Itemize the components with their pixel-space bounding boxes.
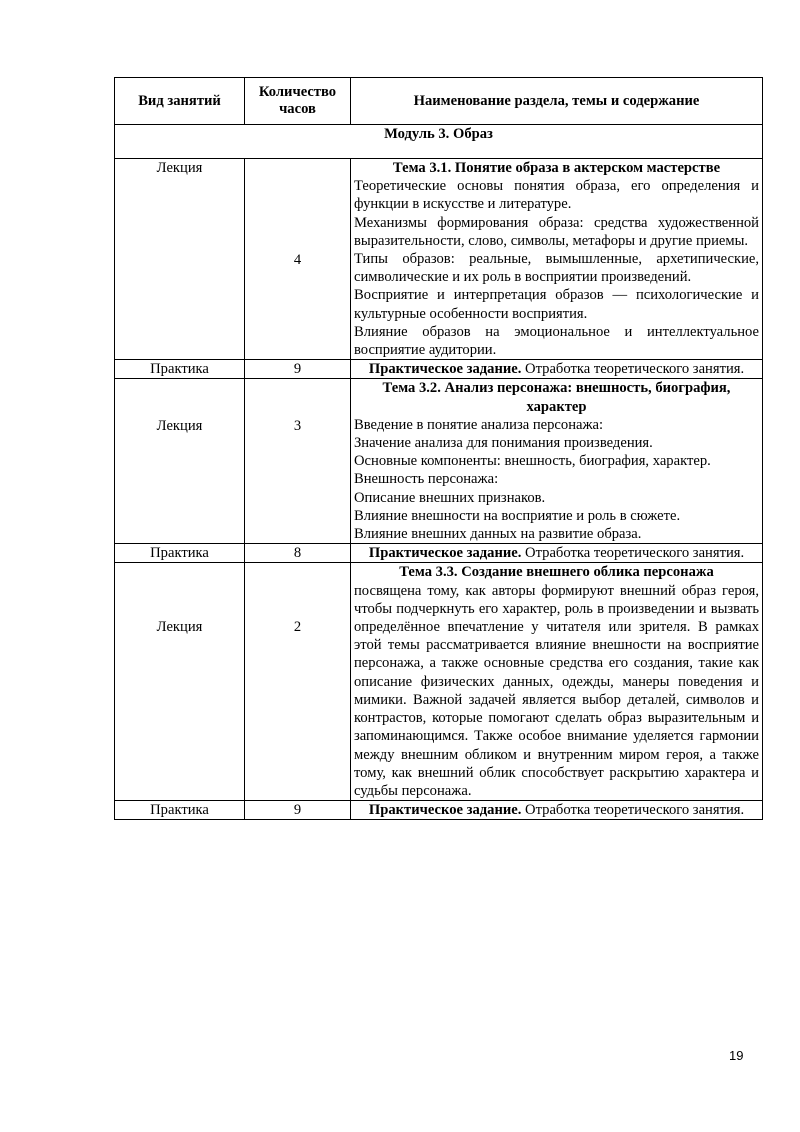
row-content	[351, 159, 763, 360]
content-paragraph: Влияние образов на эмоциональное и интеллектуальное восприятие аудитории.	[354, 323, 759, 359]
table-row	[115, 360, 763, 379]
content-paragraph: Типы образов: реальные, вымышленные, архетипические, символические и их роль в восприятии произведений.	[354, 251, 759, 286]
topic-title: Тема 3.2. Анализ персонажа: внешность, биография, характер	[382, 380, 731, 415]
row-hours-value: 3	[293, 418, 302, 435]
page-number: 19	[729, 1048, 744, 1063]
practice-description: Отработка теоретического занятия.	[521, 545, 745, 562]
row-kind: Лекция	[115, 159, 245, 360]
row-hours-value: 4	[293, 252, 302, 268]
table-row	[115, 159, 763, 360]
practice-description: Отработка теоретического занятия.	[521, 361, 745, 378]
content-paragraph: Введение в понятие анализа персонажа:	[354, 416, 604, 433]
content-paragraph: Основные компоненты: внешность, биография, характер.	[354, 453, 711, 470]
row-hours: 9	[245, 801, 351, 820]
row-hours: 9	[245, 360, 351, 379]
content-paragraph: Описание внешних признаков.	[354, 489, 546, 506]
practice-label: Практическое задание.	[368, 545, 522, 562]
table-header-row	[115, 78, 763, 125]
topic-title: Тема 3.3. Создание внешнего облика персонажа	[399, 564, 714, 581]
content-paragraph: Механизмы формирования образа: средства художественной выразительности, слово, символы, метафоры и другие приемы.	[354, 214, 759, 249]
table-row	[115, 801, 763, 820]
header-content: Наименование раздела, темы и содержание	[351, 78, 763, 125]
practice-description: Отработка теоретического занятия.	[521, 802, 745, 819]
content-paragraph: Значение анализа для понимания произведения.	[354, 435, 653, 452]
practice-text	[354, 544, 759, 562]
row-hours	[245, 563, 351, 801]
row-hours	[245, 159, 351, 360]
content-paragraph: Внешность персонажа:	[354, 471, 499, 488]
row-content	[351, 544, 763, 563]
table-row	[115, 563, 763, 801]
content-paragraph: Теоретические основы понятия образа, его определения и функции в искусстве и литературе.	[354, 178, 759, 213]
row-kind	[115, 563, 245, 801]
content-paragraph: Влияние внешних данных на развитие образа.	[354, 526, 642, 543]
row-kind: Практика	[115, 801, 245, 820]
practice-text	[354, 801, 759, 819]
row-hours: 8	[245, 544, 351, 563]
content-paragraph: Влияние внешности на восприятие и роль в сюжете.	[354, 507, 681, 524]
module-row	[115, 125, 763, 159]
practice-text	[354, 360, 759, 378]
module-title: Модуль 3. Образ	[115, 125, 763, 159]
practice-label: Практическое задание.	[368, 361, 522, 378]
row-content	[351, 801, 763, 820]
row-content	[351, 360, 763, 379]
row-hours	[245, 379, 351, 544]
table-row	[115, 379, 763, 544]
header-hours: Количество часов	[245, 78, 351, 125]
practice-label: Практическое задание.	[368, 802, 522, 819]
row-kind-label: Лекция	[156, 619, 203, 636]
row-kind: Практика	[115, 360, 245, 379]
curriculum-table	[114, 77, 763, 820]
row-content	[351, 379, 763, 544]
content-paragraph: Восприятие и интерпретация образов — психологические и культурные особенности восприятия.	[354, 287, 759, 322]
row-content	[351, 563, 763, 801]
topic-title: Тема 3.1. Понятие образа в актерском мастерстве	[392, 160, 721, 176]
row-kind-label: Лекция	[156, 418, 203, 435]
header-kind: Вид занятий	[115, 78, 245, 125]
row-kind: Практика	[115, 544, 245, 563]
content-paragraph: посвящена тому, как авторы формируют внешний образ героя, чтобы подчеркнуть его характер, роль в произведении и вызвать определённое впечатление у читателя или зрителя. В рамках этой темы рассматривается влияние внешности на восприятие персонажа, а также основные средства его создания, такие как описание физических данных, одежды, манеры поведения и мимики. Важной задачей является выбор деталей, символов и контрастов, которые помогают сделать образ выразительным и запоминающимся. Также особое внимание уделяется гармонии между внешним обликом и внутренним миром героя, а также тому, как внешний облик способствует раскрытию характера и судьбы персонажа.	[354, 582, 759, 799]
row-kind	[115, 379, 245, 544]
table-row	[115, 544, 763, 563]
row-hours-value: 2	[293, 619, 302, 636]
